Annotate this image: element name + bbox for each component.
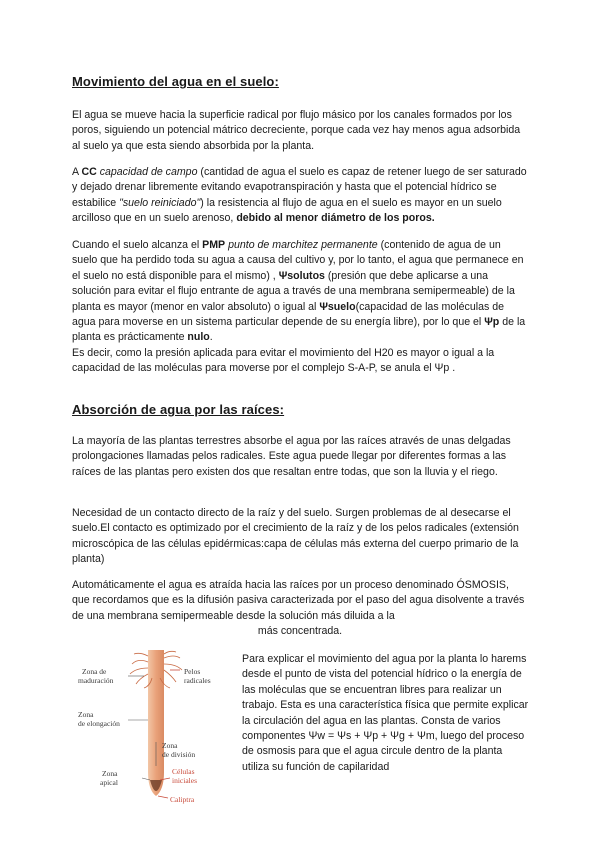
label-pelos-2: radicales <box>184 676 211 685</box>
term-capacidad-campo: capacidad de campo <box>99 166 198 178</box>
text-span: (contenido de agua de un suelo que ha perdido toda su agua a causa del cultivo y, por lo tanto, el agua que permanece en el suelo no está disponible para el mismo) , <box>72 239 524 282</box>
root-diagram <box>72 650 232 810</box>
term-pmp: PMP <box>202 239 226 251</box>
label-celulas-1: Células <box>172 767 195 776</box>
paragraph-contacto-raiz: Necesidad de un contacto directo de la raíz y del suelo. Surgen problemas de al desecarse el suelo.El contacto es optimizado por el crecimiento de la raíz y de los pelos radicales (extensión microscópica de las células epidérmicas:capa de células más externa del cuerpo primario de la planta) <box>72 507 519 566</box>
term-cc: CC <box>81 166 97 178</box>
root-illustration <box>72 650 232 810</box>
term-nulo: nulo <box>187 331 210 344</box>
text-span: ) la resistencia al flujo de agua en el suelo es mayor en un suelo arcilloso que en un suelo arenoso, <box>72 196 502 225</box>
term-psi-solutos: Ψsolutos <box>278 269 325 282</box>
paragraph-flujo-masico: El agua se mueve hacia la superficie radical por flujo másico por los canales formados por los poros, siguiendo un potencial mátrico decreciente, porque cada vez hay menos agua adsorbida al suelo ya que esta siendo absorbida por la planta. <box>72 109 521 152</box>
label-caliptra: Caliptra <box>170 795 195 804</box>
paragraph-osmosis-end: más concentrada. <box>257 625 343 637</box>
label-zona-maduracion-2: maduración <box>78 676 114 685</box>
label-pelos-1: Pelos <box>184 667 201 676</box>
text-span: (presión que debe aplicarse a una solución para evitar el flujo entrante de agua a través de una membrana semipermeable) de la planta es mayor (menor en valor absoluto) o igual al <box>72 269 515 313</box>
label-zona-elongacion-2: de elongación <box>78 719 120 728</box>
term-punto-marchitez: punto de marchitez permanente <box>228 239 378 251</box>
paragraph-pmp <box>72 238 528 377</box>
term-suelo-reiniciado: "suelo reiniciado" <box>119 196 201 209</box>
paragraph-osmosis: Automáticamente el agua es atraída hacia las raíces por un proceso denominado ÓSMOSIS, que recordamos que es la difusión pasiva caracterizada por el paso del agua disolvente a través de una membrana semipermeable desde la solución más diluida a la <box>72 579 525 622</box>
label-zona-apical-1: Zona <box>102 769 118 778</box>
label-zona-elongacion-1: Zona <box>78 710 94 719</box>
text-span: de la planta es prácticamente <box>72 316 526 344</box>
bold-conclusion: debido al menor diámetro de los poros. <box>236 212 435 225</box>
paragraph-capacidad-campo <box>72 165 528 227</box>
text-span: (cantidad de agua el suelo es capaz de retener luego de ser saturado y dejado drenar libremente evitando evapotranspiración y hasta que el potencial hídrico se estabilice <box>72 166 527 209</box>
text-span: Cuando el suelo alcanza el <box>72 239 203 251</box>
term-psi-p: Ψp <box>484 316 500 329</box>
term-psi-suelo: Ψsuelo <box>319 300 356 313</box>
root-shape <box>148 650 164 796</box>
label-zona-maduracion-1: Zona de <box>82 667 107 676</box>
text-span: (capacidad de las moléculas de agua para moverse en un sistema particular depende de su energía libre), por lo que el <box>72 300 504 329</box>
section-title-movimiento: Movimiento del agua en el suelo: <box>72 74 279 89</box>
label-celulas-2: iniciales <box>172 776 197 785</box>
paragraph-potencial-hidrico: Para explicar el movimiento del agua por la planta lo harems desde el punto de vista del potencial hídrico o la energía de las moléculas que se encuentran libres para realizar un trabajo. Esta es una característica física que permite explicar la circulación del agua en las plantas. Consta de varios componentes Ψw = Ψs + Ψp + Ψg + Ψm, luego del proceso de osmosis para que el agua circule dentro de la planta utiliza su función de capilaridad <box>242 653 529 773</box>
label-zona-apical-2: apical <box>100 778 118 787</box>
text-span: . <box>209 331 213 344</box>
paragraph-pelos-radicales: La mayoría de las plantas terrestres absorbe el agua por las raíces através de unas delgadas prolongaciones llamadas pelos radicales. Este agua puede llegar por diferentes formas a las raíces de las plantas pero existen dos que resaltan entre todas, que son la lluvia y el riego. <box>72 435 511 478</box>
text-span: A <box>72 166 82 178</box>
label-zona-division-1: Zona <box>162 741 178 750</box>
section-title-absorcion: Absorción de agua por las raíces: <box>72 402 285 417</box>
label-zona-division-2: de división <box>162 750 196 759</box>
text-span: Es decir, como la presión aplicada para evitar el movimiento del H20 es mayor o igual a la capacidad de las moléculas para moverse por el complejo S-A-P, se anula el Ψp . <box>72 346 495 375</box>
